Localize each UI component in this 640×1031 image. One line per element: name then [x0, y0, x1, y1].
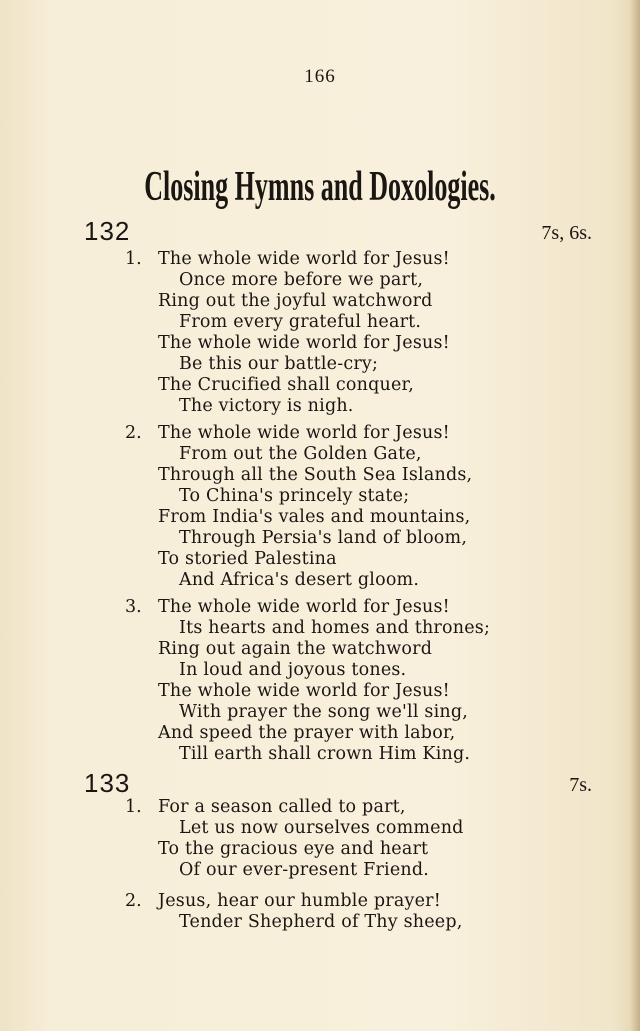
verse-line: To China's princely state; — [179, 486, 410, 506]
stanza-number: 1. — [125, 249, 142, 269]
page-edge-shadow — [630, 0, 640, 1031]
stanza-number: 1. — [125, 797, 142, 817]
verse-line: And Africa's desert gloom. — [179, 570, 420, 590]
stanza-number: 2. — [125, 423, 142, 443]
verse-line: The whole wide world for Jesus! — [158, 681, 450, 701]
verse-line: The whole wide world for Jesus! — [158, 249, 450, 269]
verse-line: From India's vales and mountains, — [158, 507, 471, 527]
verse-line: Tender Shepherd of Thy sheep, — [179, 912, 463, 932]
verse-line: The whole wide world for Jesus! — [158, 597, 450, 617]
stanza-number: 2. — [125, 891, 142, 911]
verse-line: To storied Palestina — [158, 549, 337, 569]
hymn-meter-133: 7s. — [569, 774, 592, 796]
verse-line: Jesus, hear our humble prayer! — [158, 891, 441, 911]
verse-line: To the gracious eye and heart — [158, 839, 429, 859]
verse-line: Till earth shall crown Him King. — [179, 744, 471, 764]
verse-line: From out the Golden Gate, — [179, 444, 422, 464]
verse-line: The whole wide world for Jesus! — [158, 333, 450, 353]
section-title: Closing Hymns and Doxologies. — [144, 164, 496, 210]
verse-line: And speed the prayer with labor, — [158, 723, 456, 743]
verse-line: Through all the South Sea Islands, — [158, 465, 473, 485]
hymn-number-132: 132 — [84, 216, 131, 246]
verse-line: In loud and joyous tones. — [179, 660, 407, 680]
verse-line: Let us now ourselves commend — [179, 818, 464, 838]
page-number: 166 — [304, 66, 336, 87]
verse-line: The whole wide world for Jesus! — [158, 423, 450, 443]
verse-line: Of our ever-present Friend. — [179, 860, 430, 880]
verse-line: From every grateful heart. — [179, 312, 422, 332]
hymn-number-133: 133 — [84, 768, 131, 798]
verse-line: Once more before we part, — [179, 270, 424, 290]
verse-line: Be this our battle-cry; — [179, 354, 379, 374]
verse-line: The victory is nigh. — [179, 396, 354, 416]
verse-line: Ring out again the watchword — [158, 639, 433, 659]
verse-line: With prayer the song we'll sing, — [179, 702, 469, 722]
hymn-meter-132: 7s, 6s. — [541, 222, 592, 244]
verse-line: Its hearts and homes and thrones; — [179, 618, 491, 638]
verse-line: The Crucified shall conquer, — [158, 375, 414, 395]
verse-line: For a season called to part, — [158, 797, 406, 817]
verse-line: Ring out the joyful watchword — [158, 291, 433, 311]
stanza-number: 3. — [125, 597, 142, 617]
verse-line: Through Persia's land of bloom, — [179, 528, 468, 548]
